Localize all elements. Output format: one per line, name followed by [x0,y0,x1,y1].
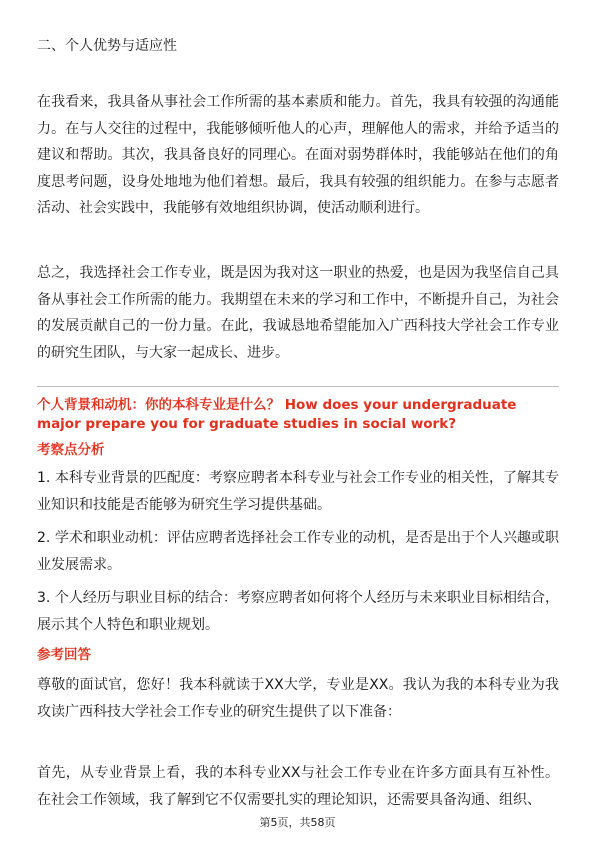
section-heading: 二、个人优势与适应性 [37,38,177,54]
analysis-label: 考察点分析 [37,442,105,458]
answer-label: 参考回答 [37,647,91,663]
analysis-item-3: 3. 个人经历与职业目标的结合：考察应聘者如何将个人经历与未来职业目标相结合，展示其个人特色和职业规划。 [37,590,559,633]
interview-question: 个人背景和动机：你的本科专业是什么？ How does your undergraduate major prepare you for graduate studies in social work? [37,397,517,432]
answer-paragraph-1: 尊敬的面试官，您好！我本科就读于XX大学，专业是XX。我认为我的本科专业为我攻读广西科技大学社会工作专业的研究生提供了以下准备： [37,677,559,720]
analysis-item-1: 1. 本科专业背景的匹配度：考察应聘者本科专业与社会工作专业的相关性，了解其专业知识和技能是否能够为研究生学习提供基础。 [37,470,559,513]
page-footer: 第5页，共58页 [259,816,336,829]
answer-paragraph-2: 首先，从专业背景上看，我的本科专业XX与社会工作专业在许多方面具有互补性。在社会工作领域，我了解到它不仅需要扎实的理论知识，还需要具备沟通、组织、 [37,765,559,808]
paragraph-conclusion: 总之，我选择社会工作专业，既是因为我对这一职业的热爱，也是因为我坚信自己具备从事社会工作所需的能力。我期望在未来的学习和工作中，不断提升自己，为社会的发展贡献自己的一份力量。在此，我诚恳地希望能加入广西科技大学社会工作专业的研究生团队，与大家一起成长、进步。 [37,265,559,361]
analysis-item-2: 2. 学术和职业动机：评估应聘者选择社会工作专业的动机，是否是出于个人兴趣或职业发展需求。 [37,530,559,573]
paragraph-strengths: 在我看来，我具备从事社会工作所需的基本素质和能力。首先，我具有较强的沟通能力。在与人交往的过程中，我能够倾听他人的心声，理解他人的需求，并给予适当的建议和帮助。其次，我具备良好的同理心。在面对弱势群体时，我能够站在他们的角度思考问题，设身处地地为他们着想。最后，我具有较强的组织能力。在参与志愿者活动、社会实践中，我能够有效地组织协调，使活动顺利进行。 [37,94,559,217]
section-divider [37,386,559,387]
